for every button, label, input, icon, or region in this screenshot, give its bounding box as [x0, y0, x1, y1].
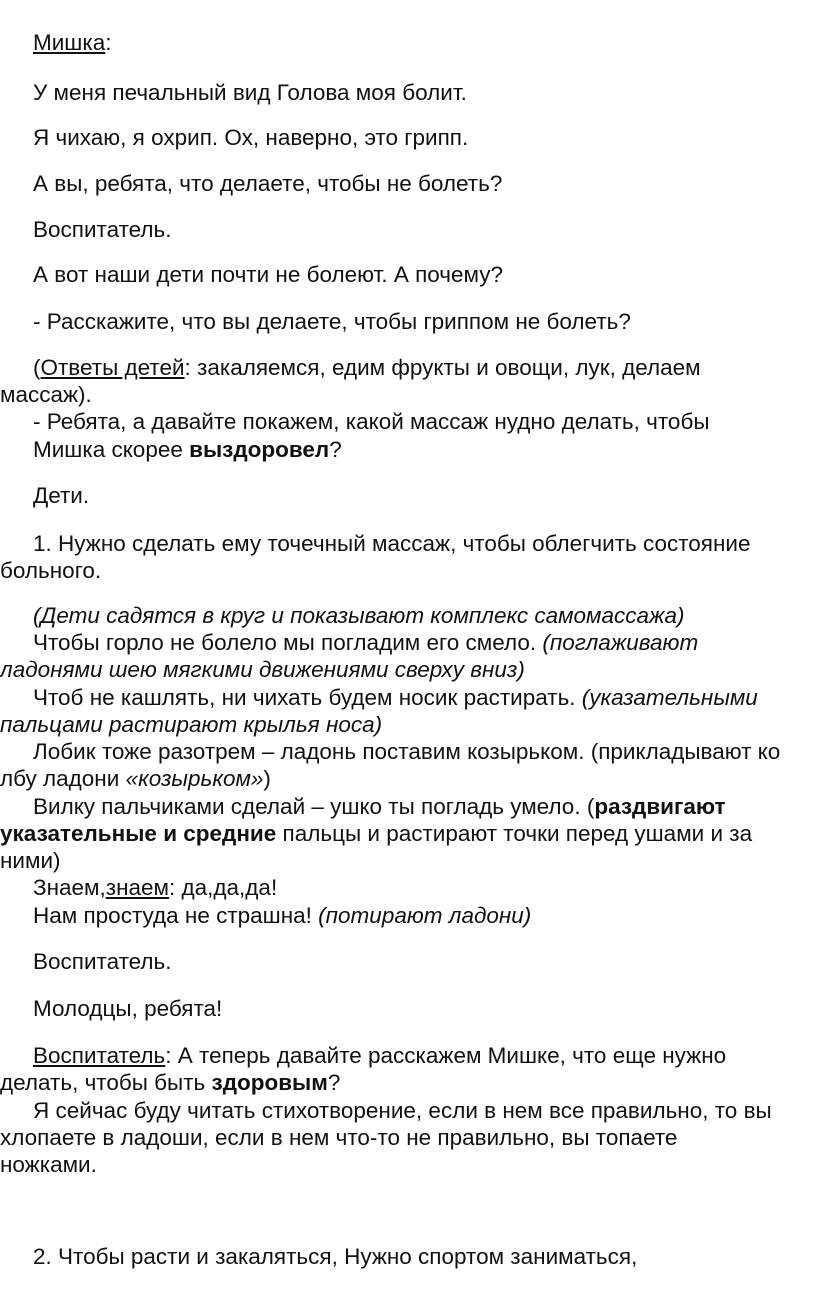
massage-verse-1: Чтобы горло не болело мы погладим его смело. (поглаживают [33, 630, 699, 655]
teacher-line-1: А вот наши дети почти не болеют. А почему? [33, 262, 504, 287]
massage-verse-3: Лобик тоже разотрем – ладонь поставим козырьком. (прикладывают ко [33, 739, 781, 764]
massage-verse-2-note: пальцами растирают крылья носа) [0, 712, 383, 737]
poem-line-2: Я чихаю, я охрип. Ох, наверно, это грипп. [33, 125, 469, 150]
praise: Молодцы, ребята! [33, 996, 223, 1021]
speaker-teacher-1: Воспитатель. [33, 217, 172, 242]
poem-line-3: А вы, ребята, что делаете, чтобы не болеть? [33, 171, 503, 196]
item-1-cont: больного. [0, 558, 102, 583]
instruction: (Дети садятся в круг и показывают комплекс самомассажа) [33, 603, 685, 628]
teacher-line-2: - Расскажите, что вы делаете, чтобы гриппом не болеть? [33, 309, 631, 334]
item-1: 1. Нужно сделать ему точечный массаж, чтобы облегчить состояние [33, 531, 751, 556]
speaker-children: Дети. [33, 483, 90, 508]
teacher-intro: Воспитатель: А теперь давайте расскажем Мишке, что еще нужно [33, 1043, 727, 1068]
game-rules-2: хлопаете в ладоши, если в нем что-то не правильно, вы топаете [0, 1125, 678, 1150]
game-rules: Я сейчас буду читать стихотворение, если в нем все правильно, то вы [33, 1098, 772, 1123]
massage-verse-2: Чтоб не кашлять, ни чихать будем носик растирать. (указательными [33, 685, 758, 710]
massage-verse-1-note: ладонями шею мягкими движениями сверху вниз) [0, 657, 525, 682]
poem-line-1: У меня печальный вид Голова моя болит. [33, 80, 467, 105]
teacher-intro-cont: делать, чтобы быть здоровым? [0, 1070, 341, 1095]
massage-verse-5: Знаем,знаем: да,да,да! [33, 875, 278, 900]
massage-verse-4-note: указательные и средние пальцы и растирают точки перед ушами и за [0, 821, 753, 846]
massage-verse-6: Нам простуда не страшна! (потирают ладони) [33, 903, 532, 928]
item-2: 2. Чтобы расти и закаляться, Нужно спортом заниматься, [33, 1244, 638, 1269]
game-rules-3: ножками. [0, 1152, 97, 1177]
teacher-question-1: - Ребята, а давайте покажем, какой массаж нудно делать, чтобы [33, 409, 710, 434]
speaker-mishka: Мишка: [33, 30, 112, 55]
children-answers: (Ответы детей: закаляемся, едим фрукты и овощи, лук, делаем [33, 355, 701, 380]
massage-verse-4: Вилку пальчиками сделай – ушко ты погладь умело. (раздвигают [33, 794, 726, 819]
massage-verse-3-note: лбу ладони «козырьком») [0, 766, 271, 791]
children-answers-end: массаж). [0, 382, 92, 407]
teacher-question-2: Мишка скорее выздоровел? [33, 437, 342, 462]
speaker-teacher-2: Воспитатель. [33, 949, 172, 974]
massage-verse-4-end: ними) [0, 848, 61, 873]
